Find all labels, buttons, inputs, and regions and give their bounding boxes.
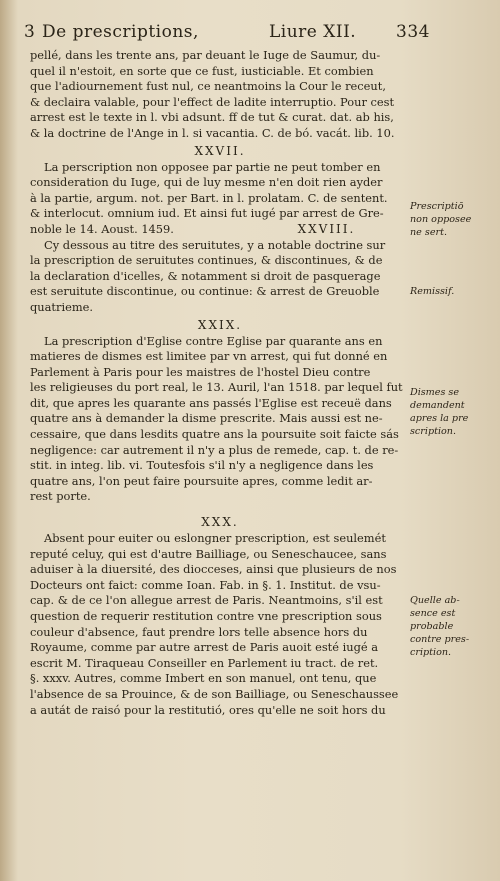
running-title: De prescriptions, [42,22,199,42]
margin-note-dismes [410,386,490,438]
margin-note-line: scription. [410,426,457,437]
text-line: rest porte. [30,489,91,504]
text-line: & la doctrine de l'Ange in l. si vacantia. C. de bó. vacát. lib. 10. [30,125,395,140]
text-line: que l'adiournement fust nul, ce neantmoins la Cour le receut, [30,79,386,94]
text-line: cessaire, que dans lesdits quatre ans la poursuite soit faicte sás [30,427,399,442]
margin-note-line: Dismes se [410,387,460,398]
margin-note-line: Remissif. [410,286,455,297]
text-line: à la partie, argum. not. per Bart. in l. prolatam. C. de sentent. [30,190,388,205]
section-heading-30: XXX. [201,515,239,530]
body-text [30,48,410,718]
section-heading-27: XXVII. [194,143,246,158]
text-line: negligence: car autrement il n'y a plus de remede, cap. t. de re- [30,442,399,457]
text-line: Docteurs ont faict: comme Ioan. Fab. in §. 1. Institut. de vsu- [30,577,381,592]
text-line: dit, que apres les quarante ans passés l'Eglise est receuë dans [30,395,392,410]
running-header [24,22,430,48]
text-line: La perscription non opposee par partie ne peut tomber en [44,159,381,174]
text-line: pellé, dans les trente ans, par deuant le Iuge de Saumur, du- [30,48,381,62]
margin-note-line: ne sert. [410,227,447,238]
text-line: quatre ans, l'on peut faire poursuite apres, comme ledit ar- [30,473,373,488]
text-line: quatre ans à demander la disme prescrite. Mais aussi est ne- [30,411,383,426]
text-line: La prescription d'Eglise contre Eglise par quarante ans en [44,333,383,348]
margin-note-line: demandent [410,400,465,411]
book-number: Liure XII. [269,22,357,42]
section-heading-29: XXIX. [197,317,243,332]
text-line: consideration du Iuge, qui de luy mesme n'en doit rien ayder [30,175,383,190]
text-line: stit. in integ. lib. vi. Toutesfois s'il n'y a negligence dans les [30,458,374,473]
text-line: arrest est le texte in l. vbi adsunt. ff de tut & curat. dat. ab his, [30,110,394,125]
text-line: a autát de raisó pour la restitutió, ores qu'elle ne soit hors du [30,702,386,717]
text-line: & interlocut. omnium iud. Et ainsi fut iugé par arrest de Gre- [30,206,384,221]
text-line: reputé celuy, qui est d'autre Bailliage, ou Seneschaucee, sans [30,546,387,561]
section-heading-28: XXVIII. [297,221,356,236]
text-line: la prescription de seruitutes continues, & discontinues, & de [30,253,383,268]
text-line: matieres de dismes est limitee par vn arrest, qui fut donné en [30,349,388,364]
margin-note-line: Prescriptiō [410,201,464,212]
margin-note-remissif [410,285,490,298]
text-line: cap. & de ce l'on allegue arrest de Paris. Neantmoins, s'il est [30,593,383,608]
text-line: aduiser à la diuersité, des diocceses, ainsi que plusieurs de nos [30,562,397,577]
text-line-with-heading [30,222,410,238]
text-line: Cy dessous au titre des seruitutes, y a notable doctrine sur [44,237,386,252]
text-line: Absent pour euiter ou eslongner prescription, est seulemét [44,531,386,546]
text-line: quel il n'estoit, en sorte que ce fust, iusticiable. Et combien [30,63,374,78]
text-line: est seruitute discontinue, ou continue: & arrest de Greuoble [30,284,380,299]
margin-note-line: cription. [410,647,452,658]
text-line: couleur d'absence, faut prendre lors telle absence hors du [30,624,368,639]
margin-note-line: Quelle ab- [410,595,460,606]
margin-note-line: contre pres- [410,634,470,645]
text-line: quatrieme. [30,299,93,314]
page-number-right: 334 [396,22,430,42]
text-line: & declaira valable, pour l'effect de ladite interruptio. Pour cest [30,94,395,109]
text-line: l'absence de sa Prouince, & de son Bailliage, ou Seneschaussee [30,686,399,701]
page-number-left: 3 [24,22,36,42]
margin-note-prescription [410,200,490,239]
margin-note-line: apres la pre [410,413,469,424]
margin-note-absence [410,594,490,659]
text-line: Parlement à Paris pour les maistres de l'hostel Dieu contre [30,364,371,379]
text-line: §. xxxv. Autres, comme Imbert en son manuel, ont tenu, que [30,671,377,686]
text-line: la declaration d'icelles, & notamment si droit de pasquerage [30,268,381,283]
margin-note-line: probable [410,621,454,632]
text-line: question de requerir restitution contre vne prescription sous [30,609,382,623]
text-line: Royaume, comme par autre arrest de Paris auoit esté iugé a [30,640,379,655]
margin-note-line: sence est [410,608,456,619]
margin-note-line: non opposee [410,214,472,225]
text-line: escrit M. Tiraqueau Conseiller en Parlement iu tract. de ret. [30,655,379,670]
text-line: noble le 14. Aoust. 1459. [30,221,174,236]
text-line: les religieuses du port real, le 13. Auril, l'an 1518. par lequel fut [30,380,403,395]
